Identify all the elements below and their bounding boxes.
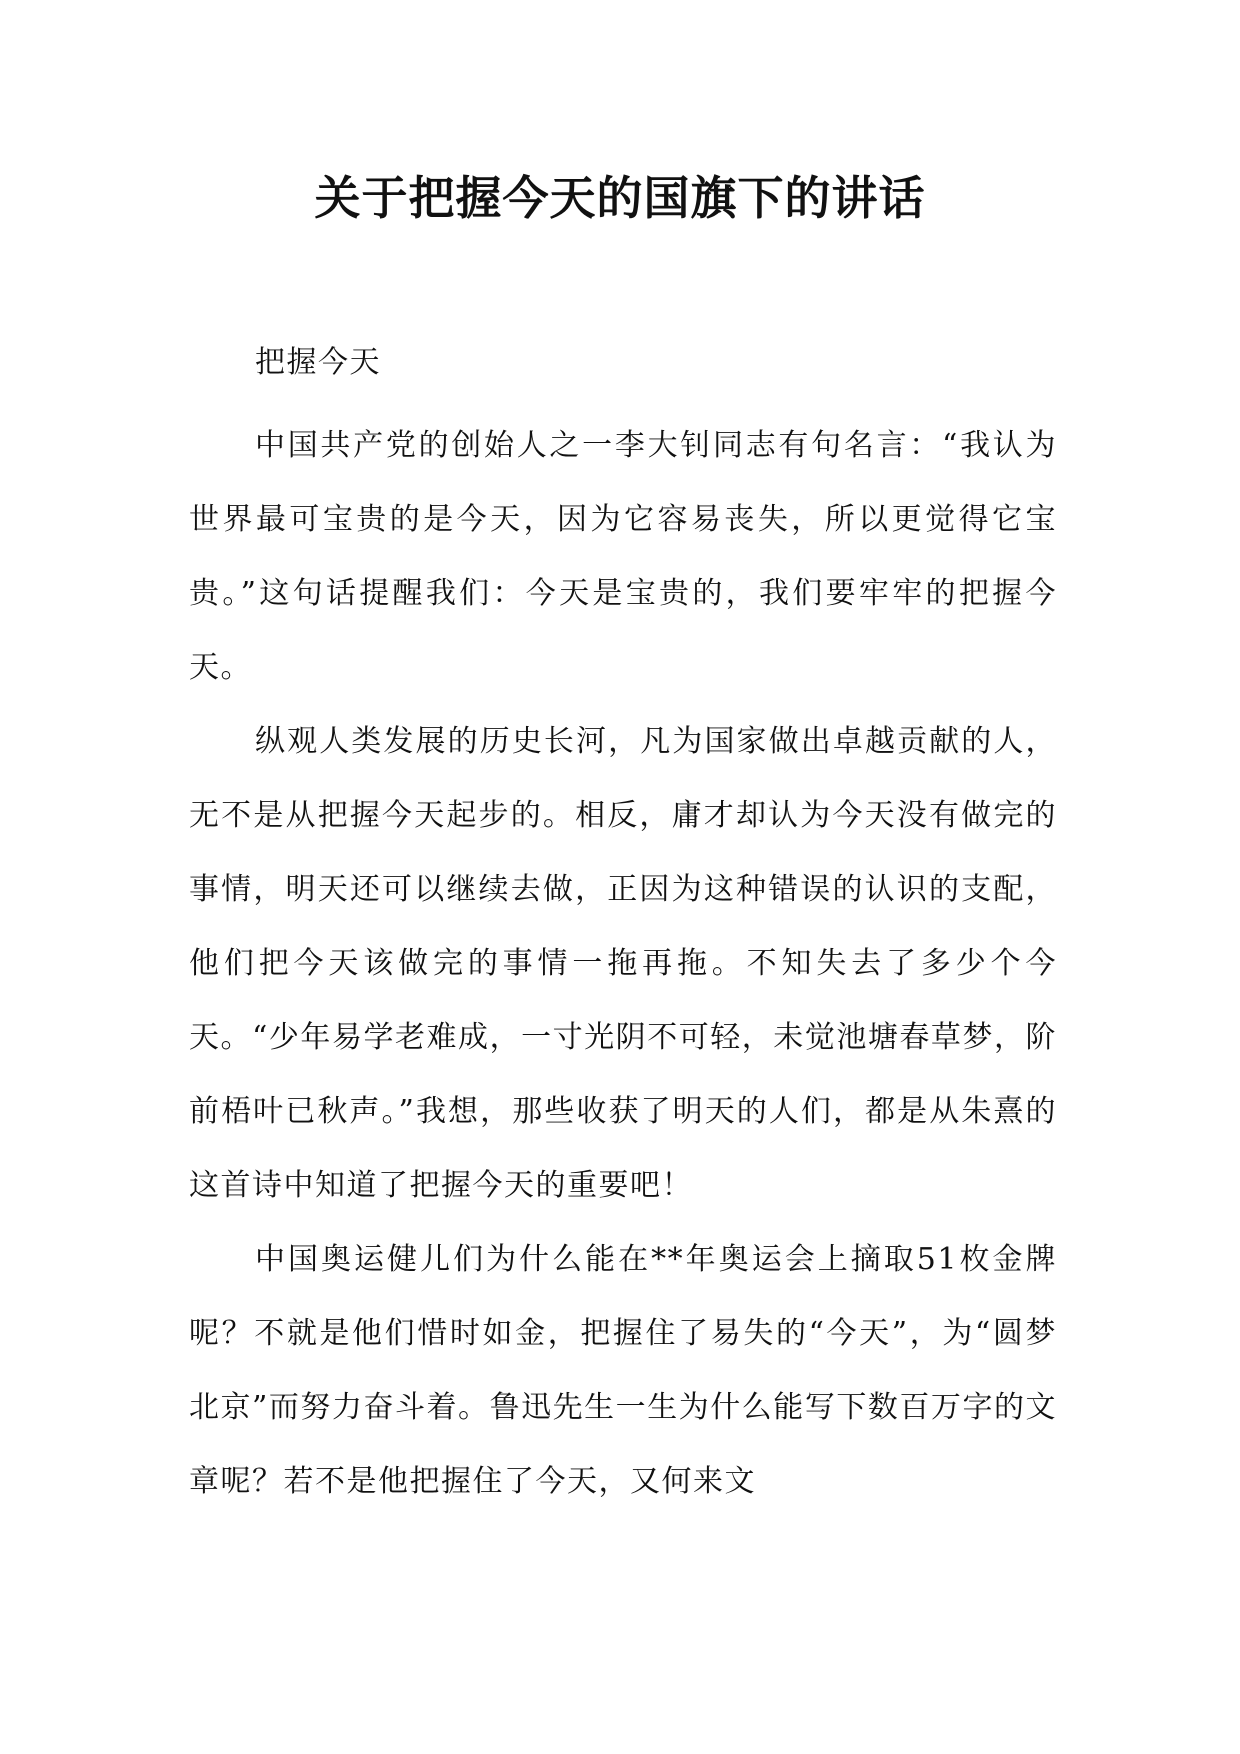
- section-subheading: 把握今天: [255, 345, 381, 380]
- paragraph-1: 中国共产党的创始人之一李大钊同志有句名言：“我认为世界最可宝贵的是今天，因为它容易丧失，所以更觉得它宝贵。”这句话提醒我们：今天是宝贵的，我们要牢牢的把握今天。: [189, 428, 1057, 685]
- document-title: 关于把握今天的国旗下的讲话: [314, 171, 926, 225]
- document-body: [189, 335, 1057, 1519]
- paragraph-2: 纵观人类发展的历史长河，凡为国家做出卓越贡献的人，无不是从把握今天起步的。相反，庸才却认为今天没有做完的事情，明天还可以继续去做，正因为这种错误的认识的支配，他们把今天该做完的事情一拖再拖。不知失去了多少个今天。“少年易学老难成，一寸光阴不可轻，未觉池塘春草梦，阶前梧叶已秋声。”我想，那些收获了明天的人们，都是从朱熹的这首诗中知道了把握今天的重要吧！: [189, 724, 1057, 1203]
- paragraph-3: 中国奥运健儿们为什么能在**年奥运会上摘取51枚金牌呢？不就是他们惜时如金，把握住了易失的“今天”，为“圆梦北京”而努力奋斗着。鲁迅先生一生为什么能写下数百万字的文章呢？若不是他把握住了今天，又何来文: [189, 1242, 1057, 1499]
